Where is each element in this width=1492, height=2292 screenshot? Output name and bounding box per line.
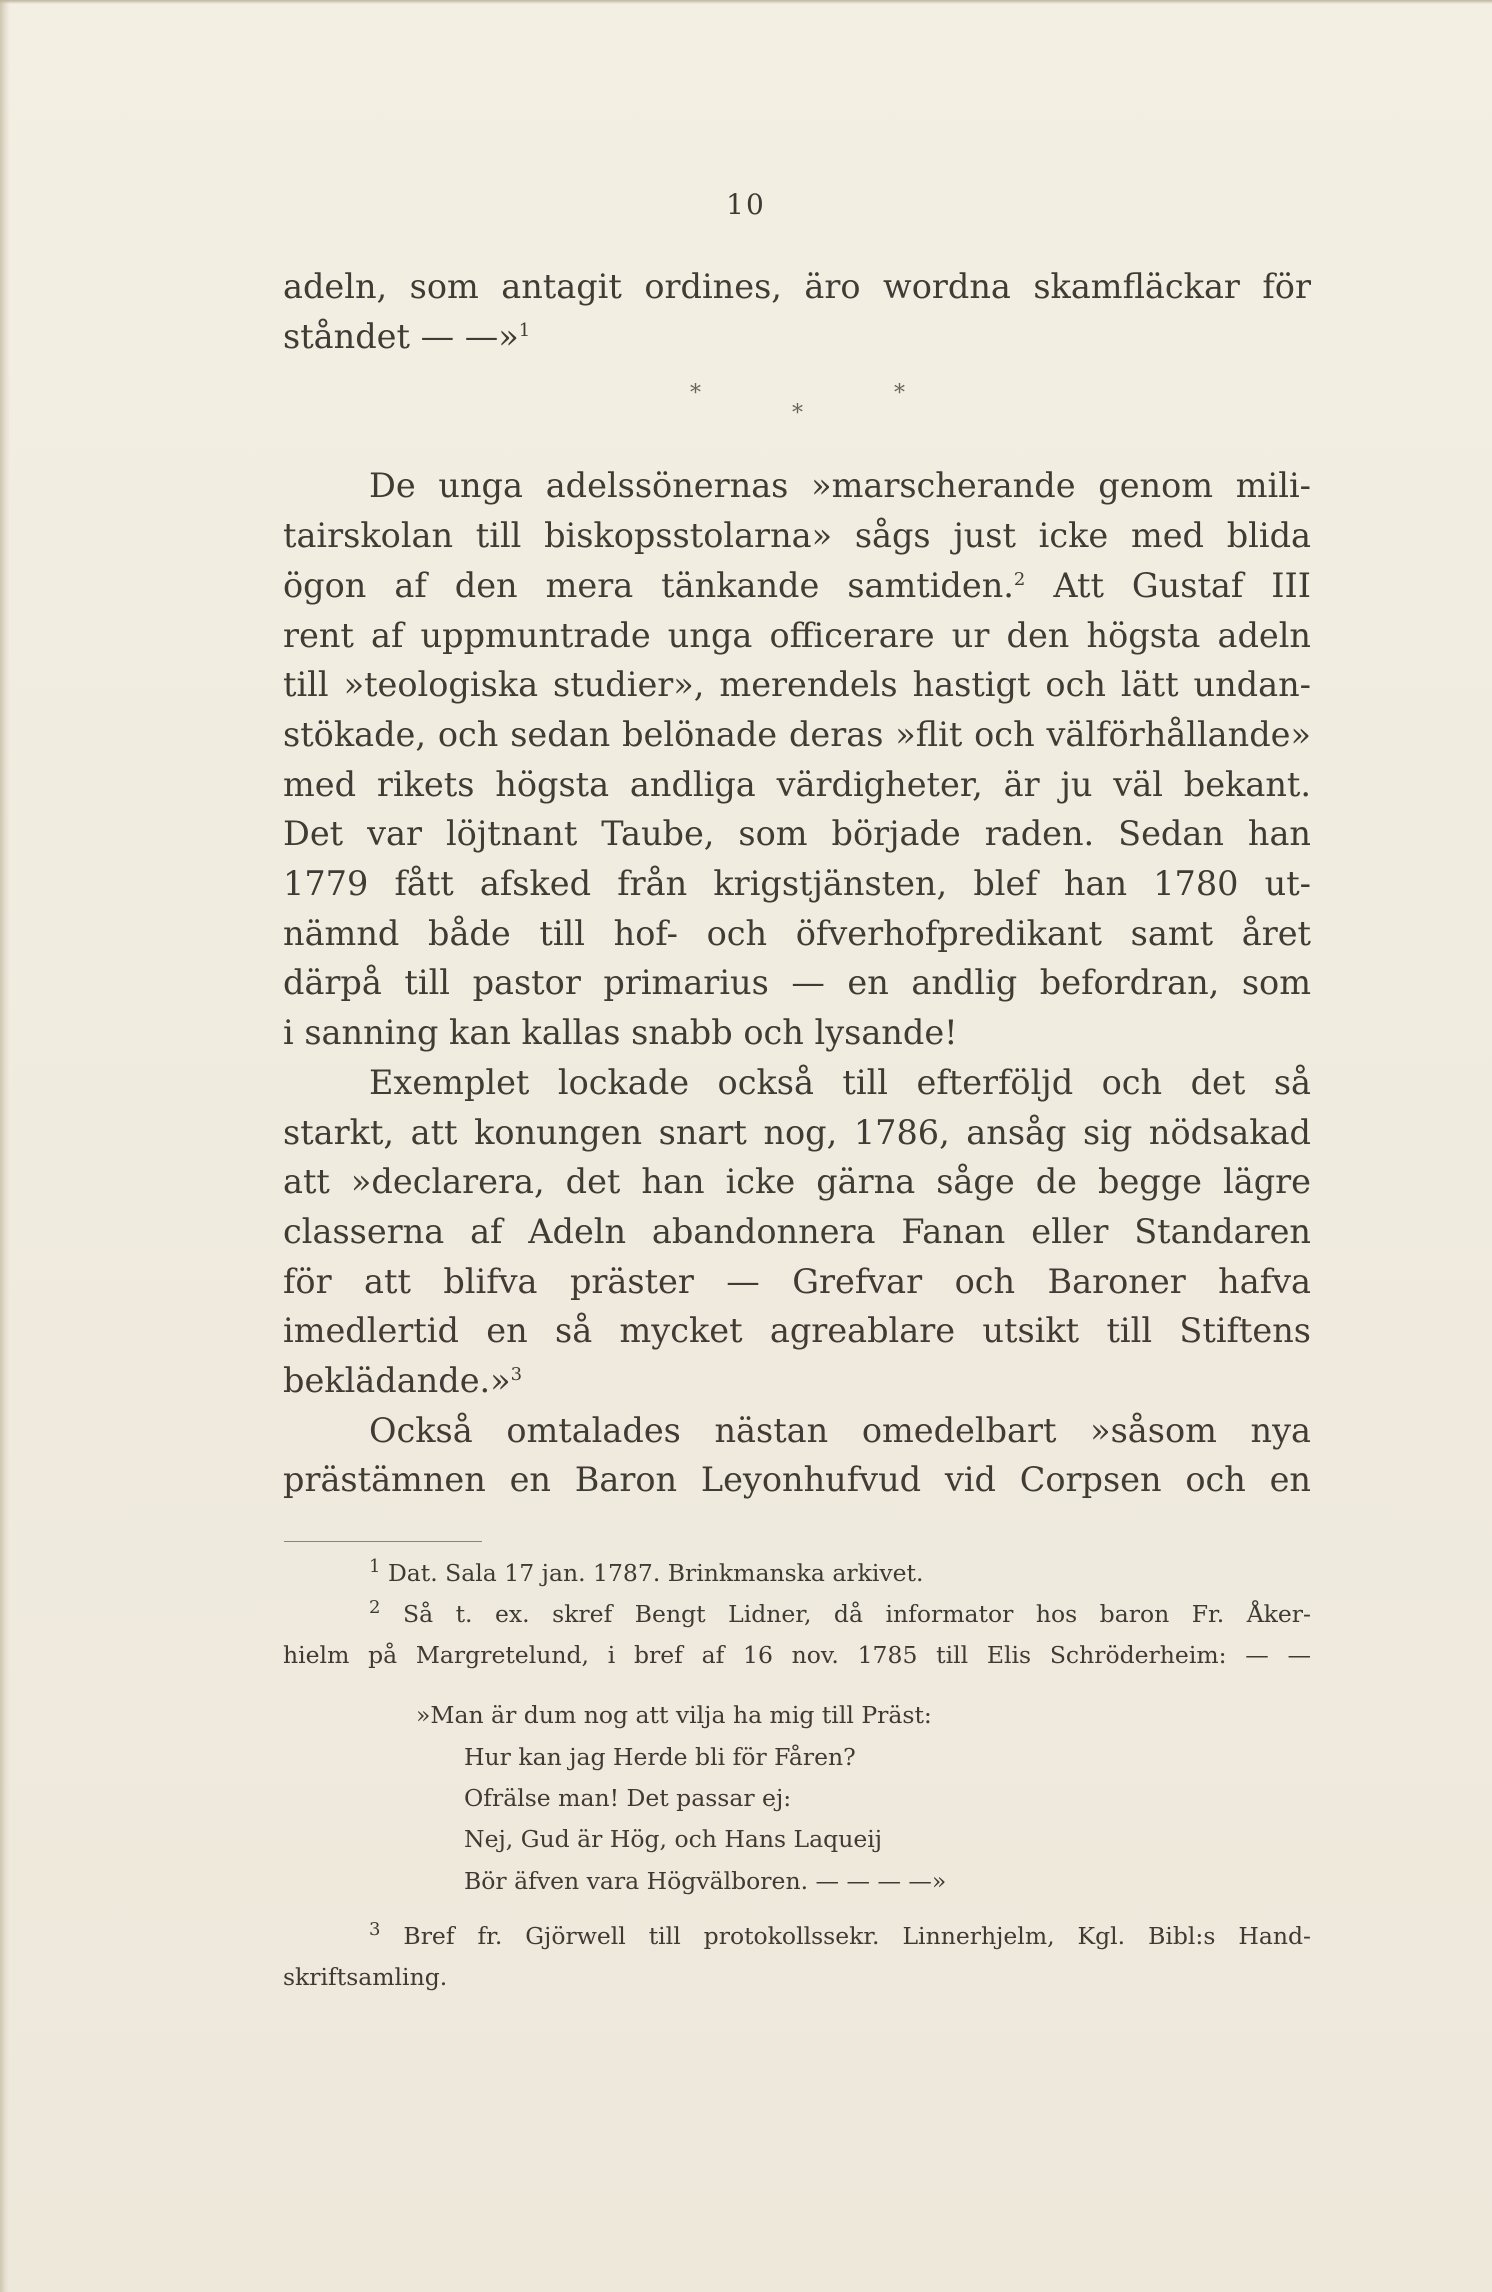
separator-asterisk: * bbox=[690, 381, 701, 407]
text-line: De unga adelssönernas »marscherande genom mili- bbox=[369, 466, 1311, 506]
footnote-rule bbox=[284, 1541, 482, 1542]
text-line: imedlertid en så mycket agreablare utsikt till Stiftens bbox=[283, 1311, 1311, 1351]
text-line: adeln, som antagit ordines, äro wordna skamfläckar för bbox=[283, 267, 1311, 306]
footnote-mark: 3 bbox=[369, 1919, 381, 1941]
paragraph bbox=[283, 1406, 1311, 1505]
text-line: att »declarera, det han icke gärna såge de begge lägre bbox=[283, 1162, 1311, 1202]
text-line: i sanning kan kallas snabb och lysande! bbox=[283, 1013, 958, 1053]
section-separator bbox=[283, 361, 1311, 461]
quoted-poem bbox=[283, 1695, 1311, 1901]
text-line: rent af uppmuntrade unga officerare ur den högsta adeln bbox=[283, 615, 1311, 655]
footnote-ref: 1 bbox=[518, 319, 531, 341]
text-line: classerna af Adeln abandonnera Fanan eller Standaren bbox=[283, 1211, 1311, 1251]
footnote-2-continued: hielm på Margretelund, i bref af 16 nov. 1785 till Elis Schröderheim: — — bbox=[283, 1640, 1311, 1669]
footnote-mark: 1 bbox=[369, 1556, 381, 1578]
footnote-1: $^1$ Dat. Sala 17 jan. 1787. Brinkmanska arkivet. bbox=[369, 1556, 924, 1587]
footnote-ref: 2 bbox=[1013, 568, 1026, 590]
main-text bbox=[283, 262, 1311, 1505]
footnote-3-continued: skriftsamling. bbox=[283, 1962, 448, 1991]
paragraph bbox=[283, 1058, 1311, 1406]
footnote-2: $^2$ Så t. ex. skref Bengt Lidner, då informator hos baron Fr. Åker- bbox=[369, 1596, 1311, 1628]
poem-line: Bör äfven vara Högvälboren. — — — —» bbox=[464, 1866, 947, 1895]
text-line: Det var löjtnant Taube, som började raden. Sedan han bbox=[283, 814, 1311, 854]
poem-line: »Man är dum nog att vilja ha mig till Präst: bbox=[416, 1701, 932, 1730]
text-line: beklädande.»$^3$ bbox=[283, 1361, 523, 1401]
text-line: ståndet — —»$^1$ bbox=[283, 316, 531, 356]
text-line: stökade, och sedan belönade deras »flit och välförhållande» bbox=[283, 714, 1311, 754]
separator-asterisk: * bbox=[894, 381, 905, 407]
paragraph bbox=[283, 461, 1311, 1057]
text-line: starkt, att konungen snart nog, 1786, ansåg sig nödsakad bbox=[283, 1112, 1311, 1152]
footnote-3: $^3$ Bref fr. Gjörwell till protokollssekr. Linnerhjelm, Kgl. Bibl:s Hand- bbox=[369, 1919, 1311, 1950]
text-line: tairskolan till biskopsstolarna» sågs just icke med blida bbox=[283, 516, 1311, 556]
text-line: ögon af den mera tänkande samtiden.$^2$ Att Gustaf III bbox=[283, 565, 1311, 605]
text-line: Också omtalades nästan omedelbart »såsom nya bbox=[369, 1410, 1311, 1450]
poem-line: Nej, Gud är Hög, och Hans Laqueij bbox=[464, 1825, 883, 1854]
footnote-ref: 3 bbox=[510, 1363, 523, 1385]
page-left-edge bbox=[0, 0, 10, 2292]
poem-line: Ofrälse man! Det passar ej: bbox=[464, 1783, 792, 1812]
text-line: därpå till pastor primarius — en andlig befordran, som bbox=[283, 963, 1311, 1003]
footnotes bbox=[283, 1553, 1311, 1997]
text-line: med rikets högsta andliga värdigheter, är ju väl bekant. bbox=[283, 764, 1311, 804]
text-line: för att blifva präster — Grefvar och Baroner hafva bbox=[283, 1261, 1311, 1301]
poem-line: Hur kan jag Herde bli för Fåren? bbox=[464, 1742, 856, 1771]
page-number: 10 bbox=[726, 188, 766, 221]
footnote-mark: 2 bbox=[369, 1596, 381, 1618]
separator-asterisk: * bbox=[792, 401, 803, 427]
text-line: till »teologiska studier», merendels hastigt och lätt undan- bbox=[283, 665, 1311, 705]
text-line: Exemplet lockade också till efterföljd och det så bbox=[369, 1062, 1311, 1102]
text-line: nämnd både till hof- och öfverhofpredikant samt året bbox=[283, 913, 1311, 953]
page-top-edge bbox=[0, 0, 1492, 4]
text-line: 1779 fått afsked från krigstjänsten, blef han 1780 ut- bbox=[283, 864, 1311, 904]
text-line: prästämnen en Baron Leyonhufvud vid Corpsen och en bbox=[283, 1460, 1311, 1500]
